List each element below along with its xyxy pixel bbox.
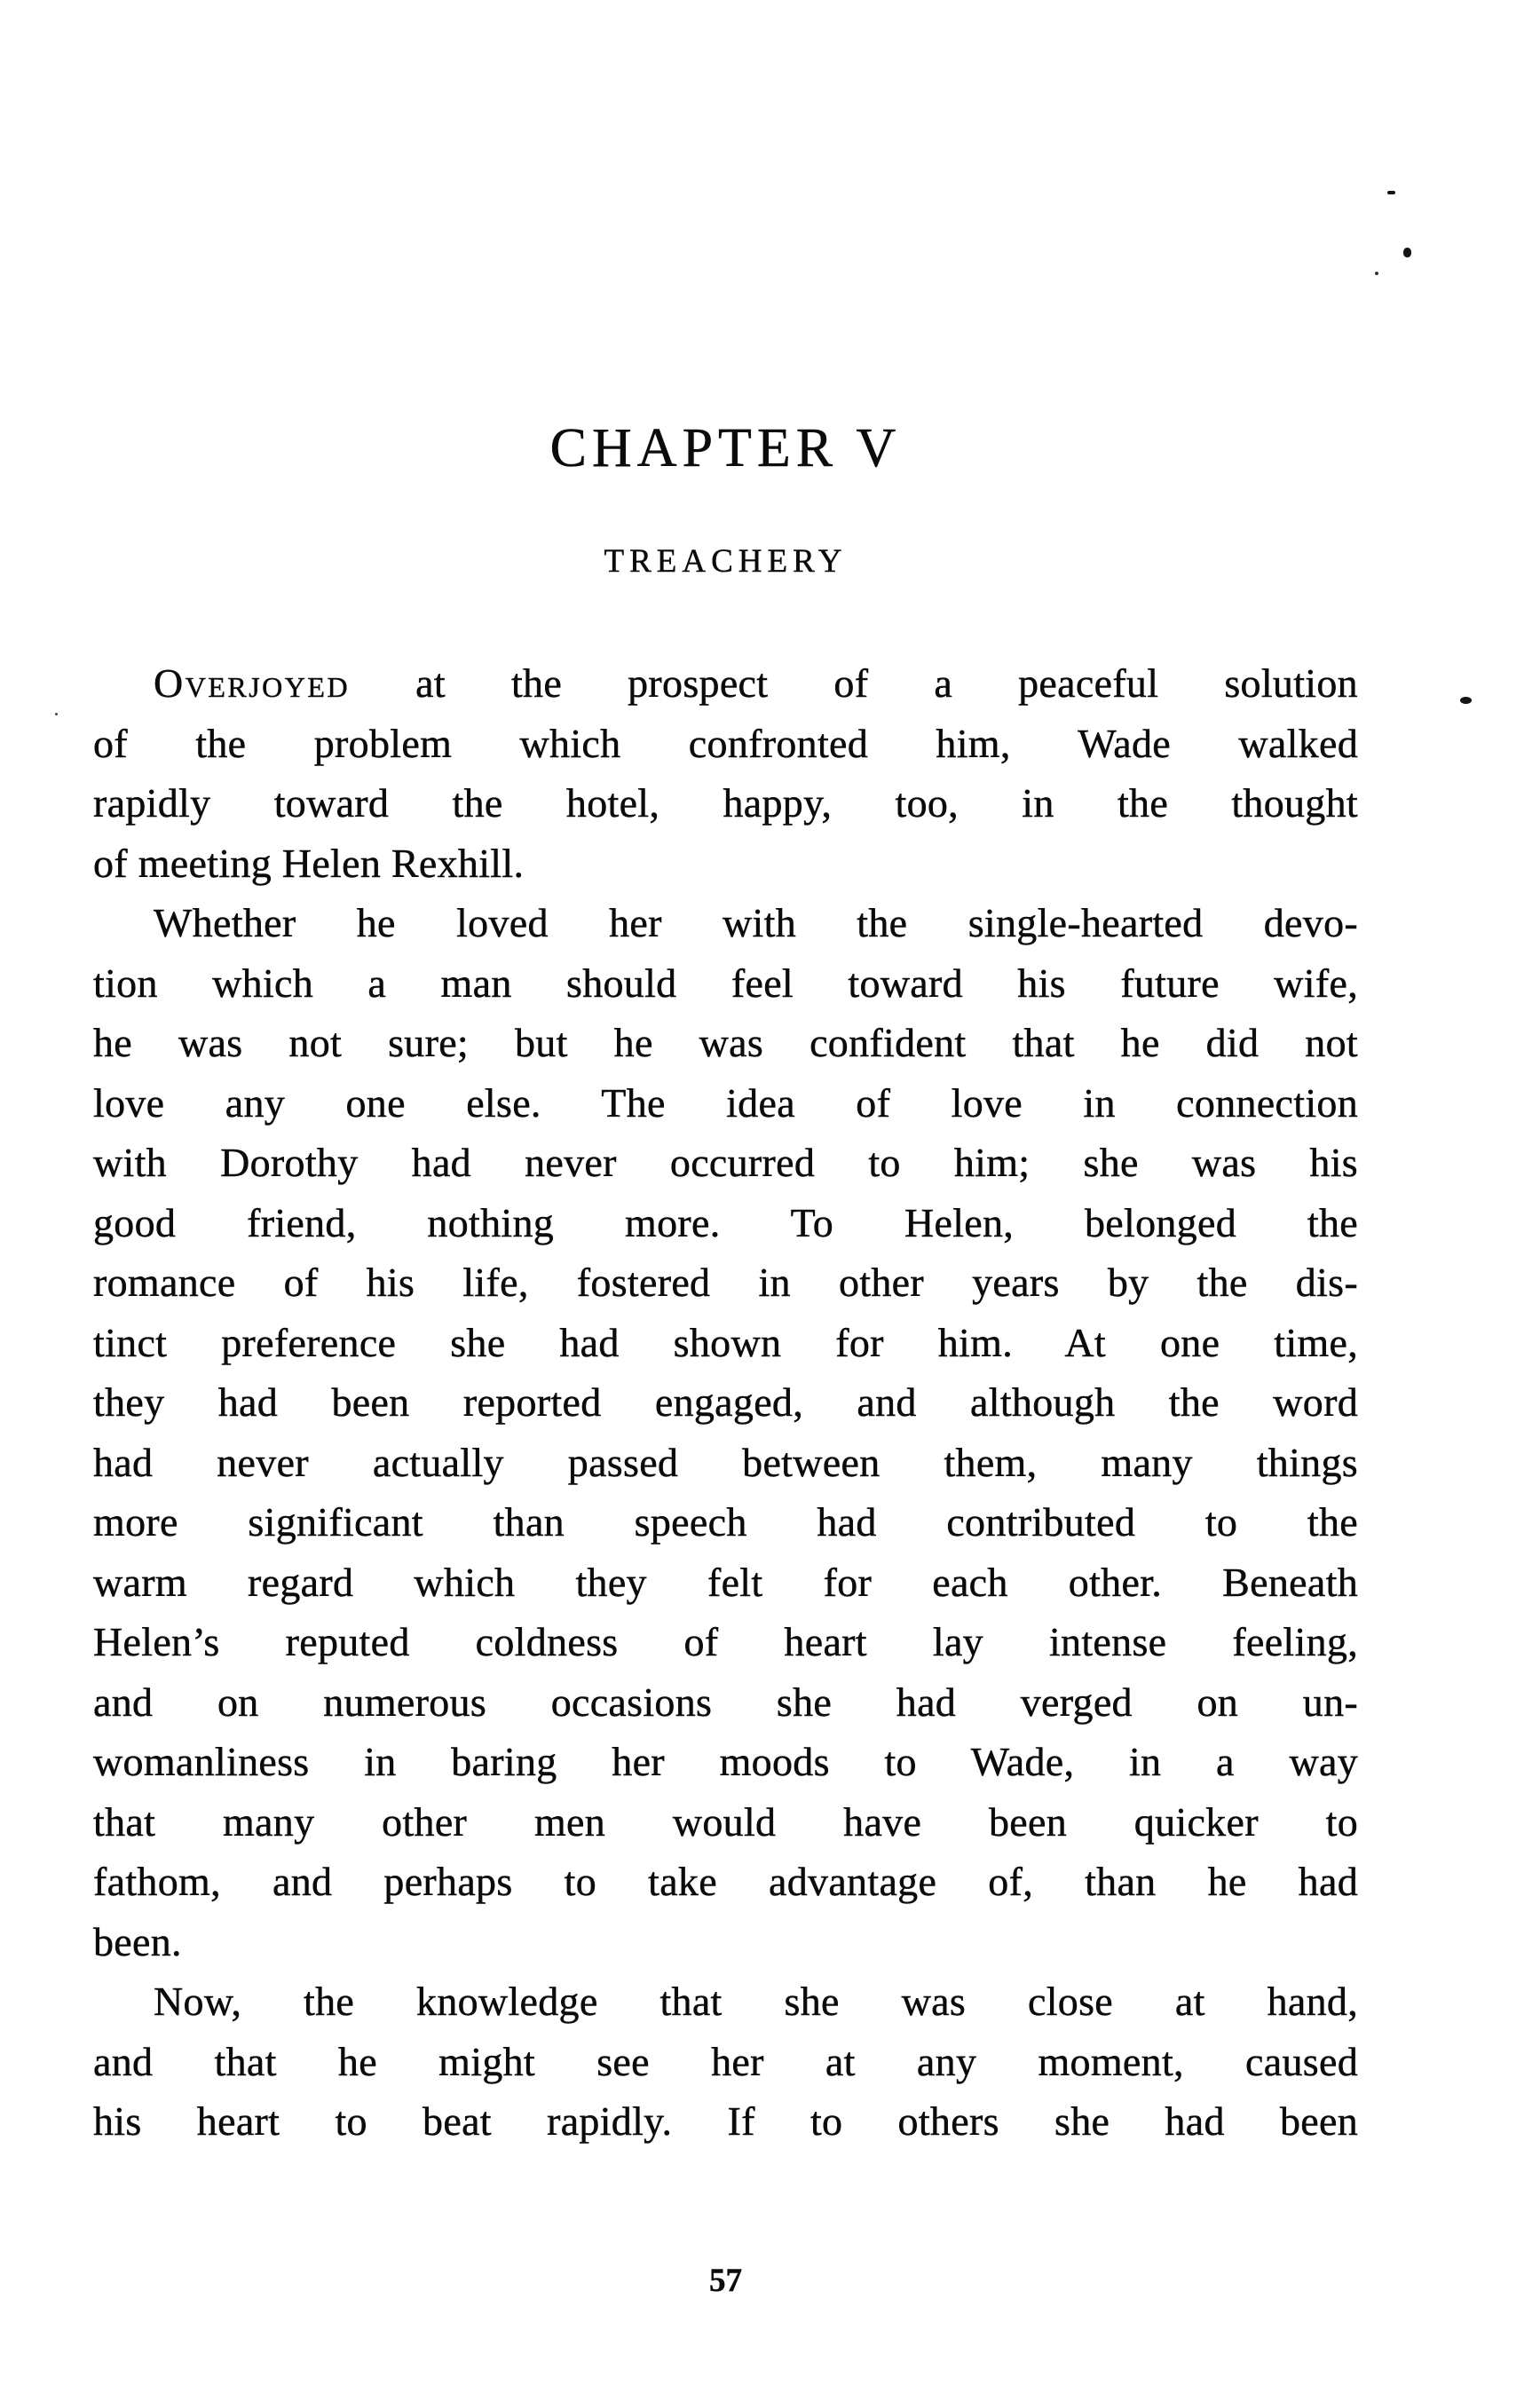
chapter-heading: CHAPTER V [549, 418, 902, 478]
text-line: his heart to beat rapidly. If to others she had been [93, 2098, 1358, 2144]
text-line: good friend, nothing more. To Helen, belonged the [93, 1199, 1358, 1245]
text-line: Whether he loved her with the single-hearted devo- [154, 900, 1358, 945]
text-line: with Dorothy had never occurred to him; she was his [93, 1140, 1358, 1185]
text-line: fathom, and perhaps to take advantage of, than he had [93, 1859, 1358, 1904]
text-line: tinct preference she had shown for him. At one time, [93, 1319, 1358, 1365]
text-line: tion which a man should feel toward his future wife, [93, 960, 1358, 1006]
scan-speck [1387, 191, 1395, 194]
text-line: they had been reported engaged, and although the word [93, 1379, 1358, 1425]
text-line: been. [93, 1918, 182, 1964]
opening-word-small-caps: Overjoyed [154, 660, 351, 706]
text-line: of meeting Helen Rexhill. [93, 840, 525, 886]
text-line: and on numerous occasions she had verged on un- [93, 1679, 1358, 1725]
text-line: of the problem which confronted him, Wade walked [93, 720, 1358, 766]
text-line: he was not sure; but he was confident that he did not [93, 1020, 1358, 1065]
page-number: 57 [709, 2263, 742, 2299]
text-line: warm regard which they felt for each other. Beneath [93, 1559, 1358, 1605]
text-line-rest: at the prospect of a peaceful solution [350, 660, 1358, 706]
section-heading: TREACHERY [604, 543, 848, 580]
text-line: Now, the knowledge that she was close at hand, [154, 1979, 1358, 2024]
scan-speck [1460, 697, 1472, 704]
scan-speck [1375, 272, 1378, 275]
scan-speck [1403, 248, 1411, 257]
text-line: and that he might see her at any moment, caused [93, 2038, 1358, 2084]
text-line: more significant than speech had contributed to the [93, 1499, 1358, 1545]
text-line: love any one else. The idea of love in connection [93, 1079, 1358, 1126]
text-line: romance of his life, fostered in other years by the dis- [93, 1260, 1358, 1305]
text-line: Helen’s reputed coldness of heart lay intense feeling, [93, 1619, 1358, 1664]
text-line: womanliness in baring her moods to Wade, in a way [93, 1739, 1358, 1784]
text-line [93, 653, 1358, 714]
body-text [93, 653, 1358, 2152]
text-line: rapidly toward the hotel, happy, too, in the thought [93, 780, 1358, 826]
text-line: that many other men would have been quicker to [93, 1798, 1358, 1845]
text-line: had never actually passed between them, many things [93, 1439, 1358, 1485]
scan-speck [55, 713, 58, 715]
